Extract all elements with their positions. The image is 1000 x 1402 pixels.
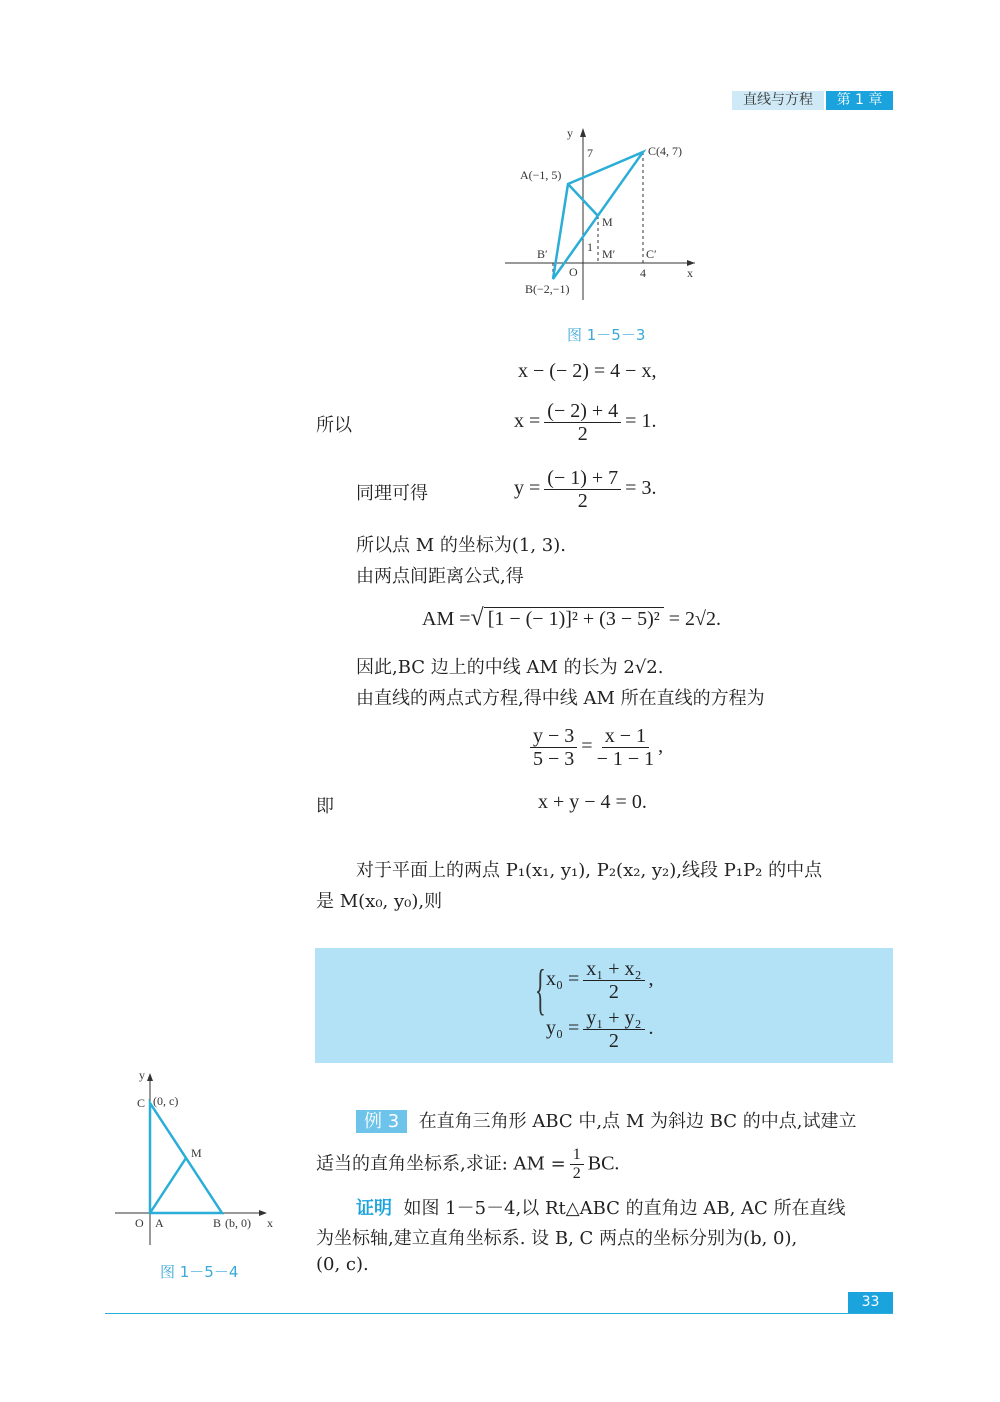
svg-text:C′: C′ [646,247,657,261]
svg-text:O: O [135,1216,144,1230]
proof-line3: (0, c). [316,1254,369,1275]
svg-text:x: x [267,1216,273,1230]
section-title: 直线与方程 [732,91,824,110]
page-number: 33 [848,1292,893,1313]
svg-text:4: 4 [640,266,646,280]
example-3: 例 3 在直角三角形 ABC 中,点 M 为斜边 BC 的中点,试建立 [356,1107,857,1133]
text-label: 同理可得 [356,483,428,504]
svg-text:O: O [569,265,578,279]
example-3-line2: 适当的直角坐标系,求证: AM = $\frac{1}{2}$ BC. [316,1146,620,1182]
svg-text:7: 7 [587,146,593,160]
proof-line2: 为坐标轴,建立直角坐标系. 设 B, C 两点的坐标分别为(b, 0), [316,1228,798,1249]
text-label: 所以 [316,415,352,436]
svg-text:A: A [155,1216,164,1230]
paragraph: 所以点 M 的坐标为(1, 3). [356,535,566,556]
figure-caption: 图 1－5－3 [567,326,646,344]
paragraph: 由两点间距离公式,得 [356,566,524,587]
equation: AM =√ [1 − (− 1)]² + (3 − 5)² = 2√2. [422,605,722,631]
svg-text:M: M [602,215,613,229]
figure-caption: 图 1－5－4 [160,1263,239,1281]
y-label: y [567,126,573,140]
svg-text:(b, 0): (b, 0) [225,1216,251,1230]
chapter-badge: 第 1 章 [826,91,893,110]
footer-rule [105,1313,893,1314]
svg-text:1: 1 [587,240,593,254]
equation: x − (− 2) = 4 − x, [518,360,657,382]
figure-1-5-4 [115,1065,285,1245]
proof-line1: 证明 如图 1－5－4,以 Rt△ABC 的直角边 AB, AC 所在直线 [356,1198,846,1219]
svg-text:(0, c): (0, c) [153,1094,179,1108]
equation: y = $\frac{(- 1) + 7}{2}$ = 3. [514,467,657,512]
svg-text:M: M [191,1146,202,1160]
paragraph: 由直线的两点式方程,得中线 AM 所在直线的方程为 [356,688,765,709]
svg-text:B: B [213,1216,222,1230]
svg-text:A(−1, 5): A(−1, 5) [520,168,562,182]
text-label: 即 [316,796,334,817]
svg-text:C: C [137,1096,146,1110]
brace: { [535,959,546,1021]
x-label: x [687,266,693,280]
paragraph: 是 M(x₀, y₀),则 [316,891,443,912]
equation: x = $\frac{(- 2) + 4}{2}$ = 1. [514,400,657,445]
equation: $\frac{y - 3}{5 - 3}$ = $\frac{x - 1}{- 1 - 1}$ , [526,725,663,770]
paragraph: 因此,BC 边上的中线 AM 的长为 2√2. [356,657,664,678]
figure-1-5-3 [505,125,705,300]
formula-x: x₀ = $\frac{\text{x₁ + x₂}}{2}$ , [546,958,654,1003]
svg-text:B(−2,−1): B(−2,−1) [525,282,570,296]
equation: x + y − 4 = 0. [538,791,647,813]
svg-text:M′: M′ [602,247,616,261]
formula-y: y₀ = $\frac{\text{y₁ + y₂}}{2}$ . [546,1007,654,1052]
svg-text:B′: B′ [537,247,548,261]
svg-text:C(4, 7): C(4, 7) [648,144,682,158]
paragraph: 对于平面上的两点 P₁(x₁, y₁), P₂(x₂, y₂),线段 P₁P₂ 的中点 [356,860,823,881]
svg-text:y: y [139,1068,145,1082]
example-tag: 例 3 [356,1110,407,1133]
